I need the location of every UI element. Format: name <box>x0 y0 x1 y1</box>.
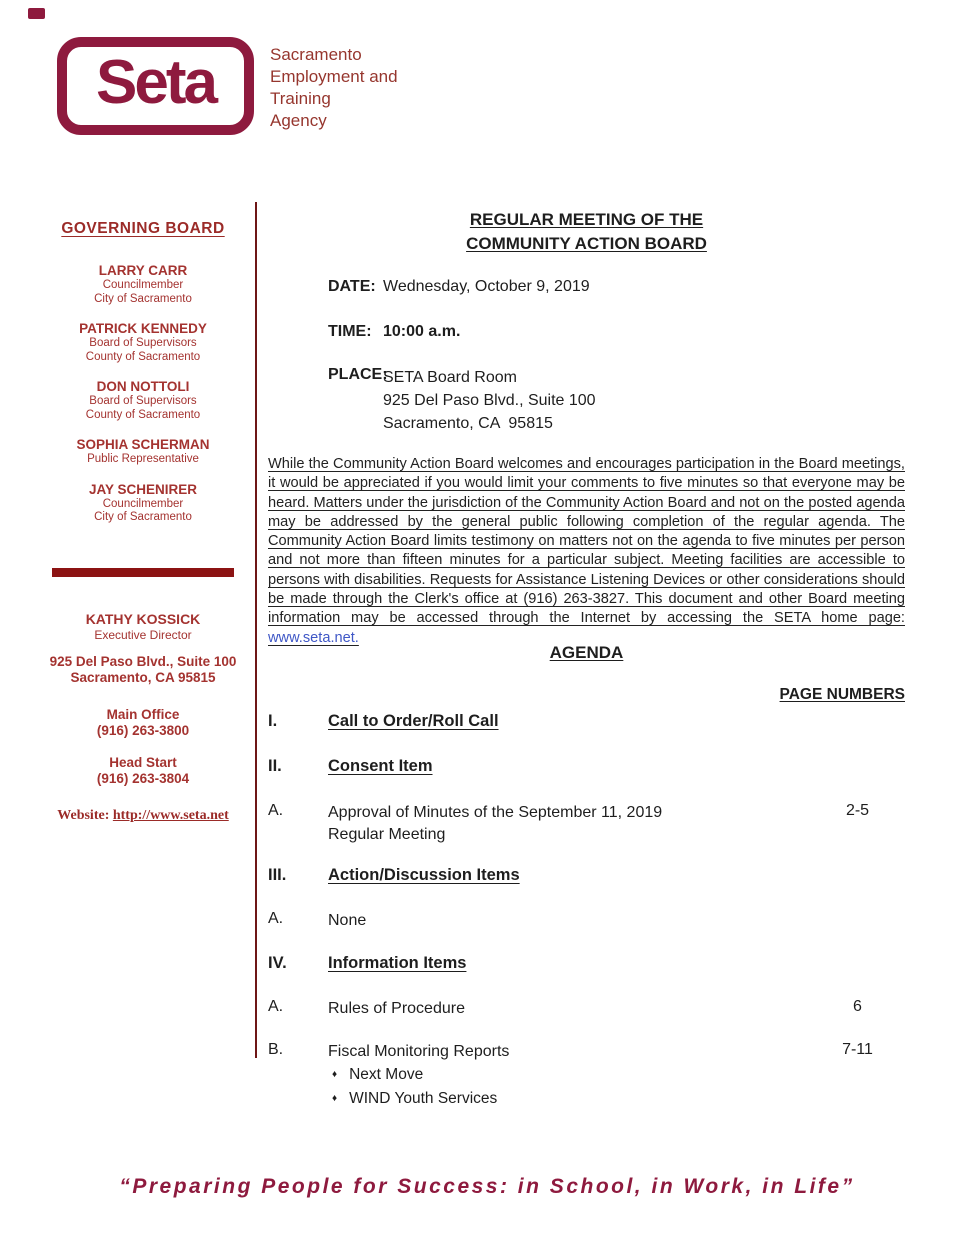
section-numeral: IV. <box>268 954 287 972</box>
place-label: PLACE: <box>328 366 388 383</box>
agency-name-line: Training <box>270 89 331 108</box>
item-text <box>328 1041 810 1112</box>
section-numeral: III. <box>268 866 287 884</box>
website-line <box>30 808 256 824</box>
agenda-heading: AGENDA <box>549 643 624 662</box>
date-value: Wednesday, October 9, 2019 <box>383 278 590 295</box>
place-line: SETA Board Room <box>383 369 517 386</box>
notice-body-text: While the Community Action Board welcomes and encourages participation in the Board meetings, it would be appreciated if you would limit your comments to five minutes so that everyone may be heard. Matters under the jurisdiction of the Community Action Board and not on the posted agenda may be addressed by the general public following completion of the regular agenda. The Community Action Board limits testimony on matters not on the agenda to five minutes per person and not more than fifteen minutes for a particular subject. Meeting facilities are accessible to persons with disabilities. Requests for Assistance Listening Devices or other considerations should be made through the Clerk's office at (916) 263-3827. This document and other Board meeting information may be accessed through the Internet by accessing the SETA home page: <box>268 456 905 627</box>
page-numbers-header: PAGE NUMBERS <box>779 686 905 703</box>
contact-label: Head Start <box>109 755 177 770</box>
section-title: Call to Order/Roll Call <box>328 712 499 730</box>
agenda-section-call-to-order <box>268 712 905 731</box>
director-title: Executive Director <box>94 628 192 642</box>
meeting-title-line2: COMMUNITY ACTION BOARD <box>466 234 707 253</box>
agency-name <box>270 44 398 132</box>
meeting-time-row <box>268 323 460 341</box>
item-page-numbers: 7-11 <box>842 1041 873 1058</box>
member-name: PATRICK KENNEDY <box>79 321 207 336</box>
contact-phone: (916) 263-3804 <box>96 771 190 786</box>
member-org: County of Sacramento <box>85 408 201 421</box>
public-participation-notice <box>268 455 905 648</box>
item-text-line: Rules of Procedure <box>328 1000 465 1017</box>
item-text <box>328 802 810 846</box>
section-title: Information Items <box>328 954 467 972</box>
governing-board-sidebar <box>30 210 256 1070</box>
seta-logo-wordmark: Seta <box>96 48 215 117</box>
section-title: Consent Item <box>328 757 433 775</box>
section-numeral: I. <box>268 712 278 730</box>
place-line: Sacramento, CA 95815 <box>383 415 553 432</box>
bullet-text: Next Move <box>349 1066 424 1083</box>
board-member <box>30 481 256 525</box>
governing-board-heading: GOVERNING BOARD <box>61 220 225 237</box>
section-title: Action/Discussion Items <box>328 866 520 884</box>
section-numeral: II. <box>268 757 282 775</box>
time-value: 10:00 a.m. <box>383 323 461 340</box>
item-text-line: Approval of Minutes of the September 11, 2019 <box>328 804 663 821</box>
member-org: City of Sacramento <box>94 292 192 305</box>
agenda-item-rules-of-procedure <box>268 998 905 1020</box>
agenda-section-consent-item <box>268 757 905 776</box>
board-member <box>30 262 256 306</box>
place-line: 925 Del Paso Blvd., Suite 100 <box>383 392 596 409</box>
bullet-text: WIND Youth Services <box>349 1090 498 1107</box>
diamond-bullet-icon: ♦ <box>332 1069 338 1080</box>
item-letter: A. <box>268 910 284 927</box>
agenda-section-action-discussion <box>268 866 905 885</box>
agency-name-line: Agency <box>270 111 327 130</box>
member-org: County of Sacramento <box>85 350 201 363</box>
member-role: Councilmember <box>102 279 184 291</box>
member-name: SOPHIA SCHERMAN <box>76 437 210 452</box>
item-text-line: None <box>328 912 367 929</box>
item-text-line: Fiscal Monitoring Reports <box>328 1043 510 1060</box>
member-name: JAY SCHENIRER <box>88 481 198 497</box>
item-text <box>328 910 810 932</box>
board-members-list <box>30 262 256 539</box>
footer-motto: “Preparing People for Success: in School, in Work, in Life” <box>119 1175 855 1198</box>
executive-director-block <box>30 610 256 643</box>
agency-name-line: Sacramento <box>270 45 362 64</box>
item-bullet-list <box>328 1064 810 1112</box>
board-member <box>30 378 256 422</box>
main-office-contact <box>30 707 256 739</box>
member-org: City of Sacramento <box>94 511 192 523</box>
head-start-contact <box>30 755 256 787</box>
board-member <box>30 436 256 467</box>
agenda-main-content <box>268 205 905 1125</box>
bullet-item <box>328 1088 810 1112</box>
office-address <box>30 654 256 686</box>
item-page-numbers: 6 <box>853 998 862 1015</box>
item-text <box>328 998 810 1020</box>
item-page-numbers: 2-5 <box>845 802 870 819</box>
website-label: Website: <box>57 808 110 823</box>
meeting-date-row <box>268 278 590 296</box>
sidebar-divider-bar <box>52 568 234 577</box>
member-role: Board of Supervisors <box>89 395 197 407</box>
time-label: TIME: <box>328 323 372 340</box>
office-address-line: 925 Del Paso Blvd., Suite 100 <box>49 654 237 669</box>
bullet-item <box>328 1064 810 1088</box>
seta-home-page-link[interactable]: www.seta.net. <box>268 629 359 646</box>
contact-label: Main Office <box>106 707 180 722</box>
agency-name-line: Employment and <box>270 67 398 86</box>
scan-corner-mark <box>28 8 45 19</box>
date-label: DATE: <box>328 278 376 295</box>
agenda-item-fiscal-monitoring-reports <box>268 1041 905 1112</box>
office-address-line: Sacramento, CA 95815 <box>70 670 216 685</box>
meeting-title <box>268 208 905 256</box>
agenda-section-information-items <box>268 954 905 973</box>
diamond-bullet-icon: ♦ <box>332 1093 338 1104</box>
member-name: LARRY CARR <box>98 263 188 278</box>
item-letter: B. <box>268 1041 284 1058</box>
website-link[interactable]: http://www.seta.net <box>112 808 229 823</box>
meeting-title-line1: REGULAR MEETING OF THE <box>469 210 704 229</box>
seta-logo <box>57 37 254 135</box>
meeting-place-row <box>268 366 596 435</box>
agenda-item-none <box>268 910 905 932</box>
member-role: Public Representative <box>87 453 199 465</box>
item-text-line: Regular Meeting <box>328 826 446 843</box>
member-role: Board of Supervisors <box>89 337 197 349</box>
board-member <box>30 320 256 364</box>
place-value <box>383 366 596 435</box>
contact-phone: (916) 263-3800 <box>96 723 190 738</box>
item-letter: A. <box>268 802 284 819</box>
vertical-divider-rule <box>255 202 257 1058</box>
member-role: Councilmember <box>102 497 184 510</box>
director-name: KATHY KOSSICK <box>85 611 201 627</box>
member-name: DON NOTTOLI <box>96 379 190 394</box>
item-letter: A. <box>268 998 284 1015</box>
agenda-item-approval-of-minutes <box>268 802 905 846</box>
